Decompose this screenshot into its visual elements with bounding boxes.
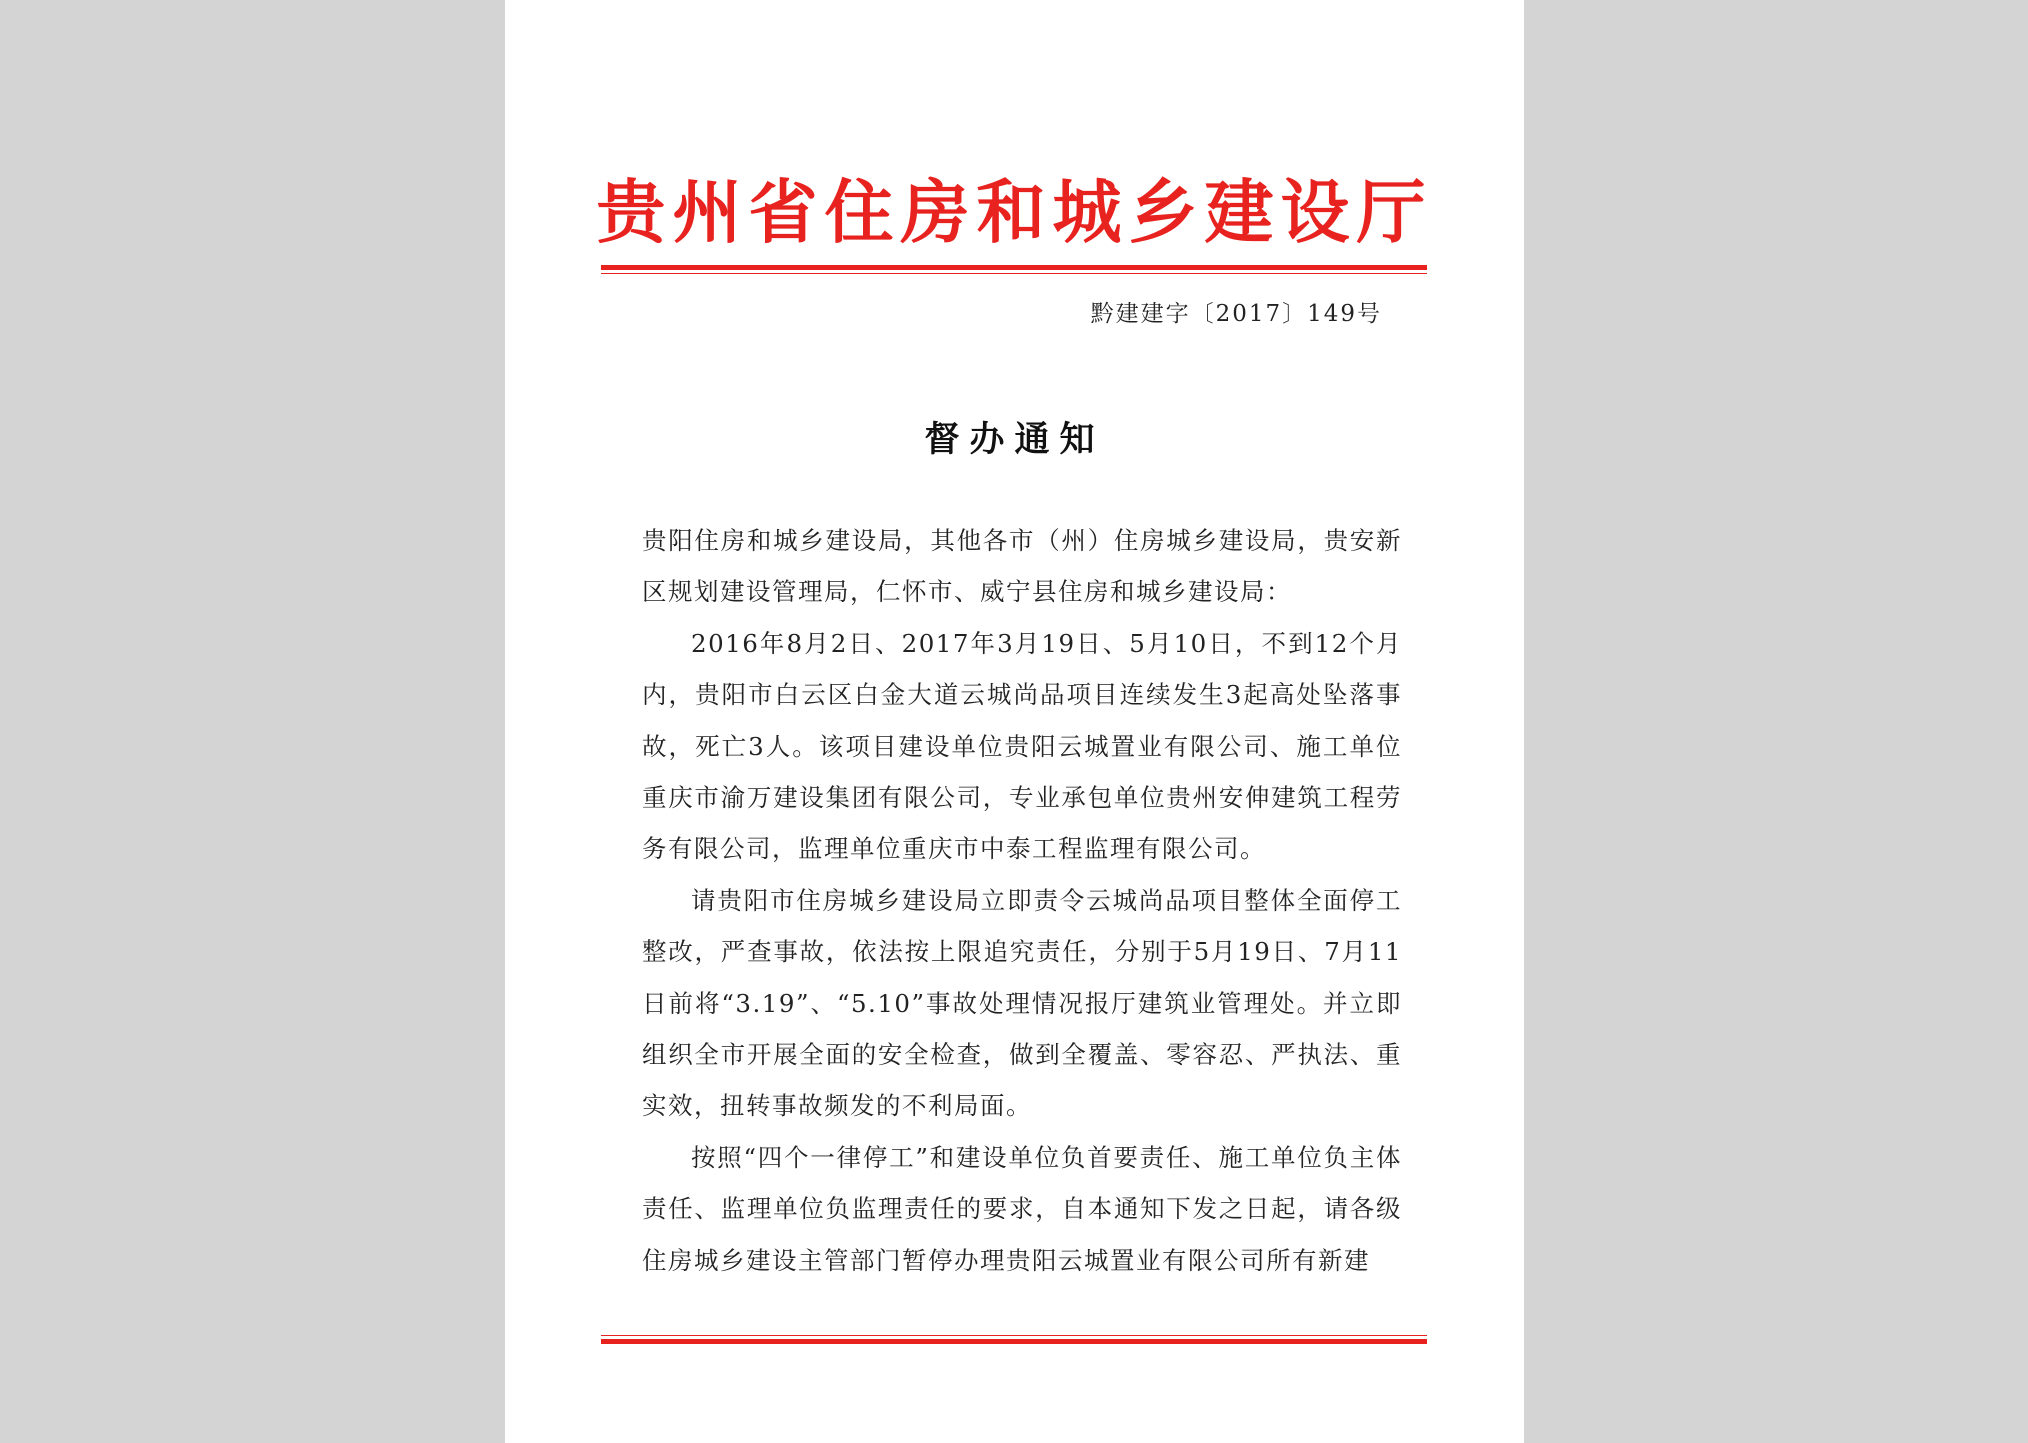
issuing-authority-header: 贵州省住房和城乡建设厅 [596, 172, 1433, 253]
document-number: 黔建建字〔2017〕149号 [1090, 301, 1382, 327]
document-title: 督办通知 [924, 419, 1105, 460]
body-paragraph-1: 2016年8月2日、2017年3月19日、5月10日，不到12个月内，贵阳市白云区白金大道云城尚品项目连续发生3起高处坠落事故，死亡3人。该项目建设单位贵阳云城置业有限公司、施工单位重庆市渝万建设集团有限公司，专业承包单位贵州安伸建筑工程劳务有限公司，监理单位重庆市中泰工程监理有限公司。 [642, 628, 1402, 864]
header-red-rule [601, 265, 1427, 274]
footer-red-rule [601, 1335, 1427, 1344]
document-body [642, 515, 1402, 1286]
recipients-line: 贵阳住房和城乡建设局，其他各市（州）住房城乡建设局，贵安新区规划建设管理局，仁怀市、威宁县住房和城乡建设局： [642, 526, 1402, 607]
document-page [505, 0, 1524, 1443]
body-paragraph-2: 请贵阳市住房城乡建设局立即责令云城尚品项目整体全面停工整改，严查事故，依法按上限追究责任，分别于5月19日、7月11日前将“3.19”、“5.10”事故处理情况报厅建筑业管理处。并立即组织全市开展全面的安全检查，做到全覆盖、零容忍、严执法、重实效，扭转事故频发的不利局面。 [642, 885, 1402, 1121]
body-paragraph-3: 按照“四个一律停工”和建设单位负首要责任、施工单位负主体责任、监理单位负监理责任的要求，自本通知下发之日起，请各级住房城乡建设主管部门暂停办理贵阳云城置业有限公司所有新建 [642, 1142, 1402, 1275]
